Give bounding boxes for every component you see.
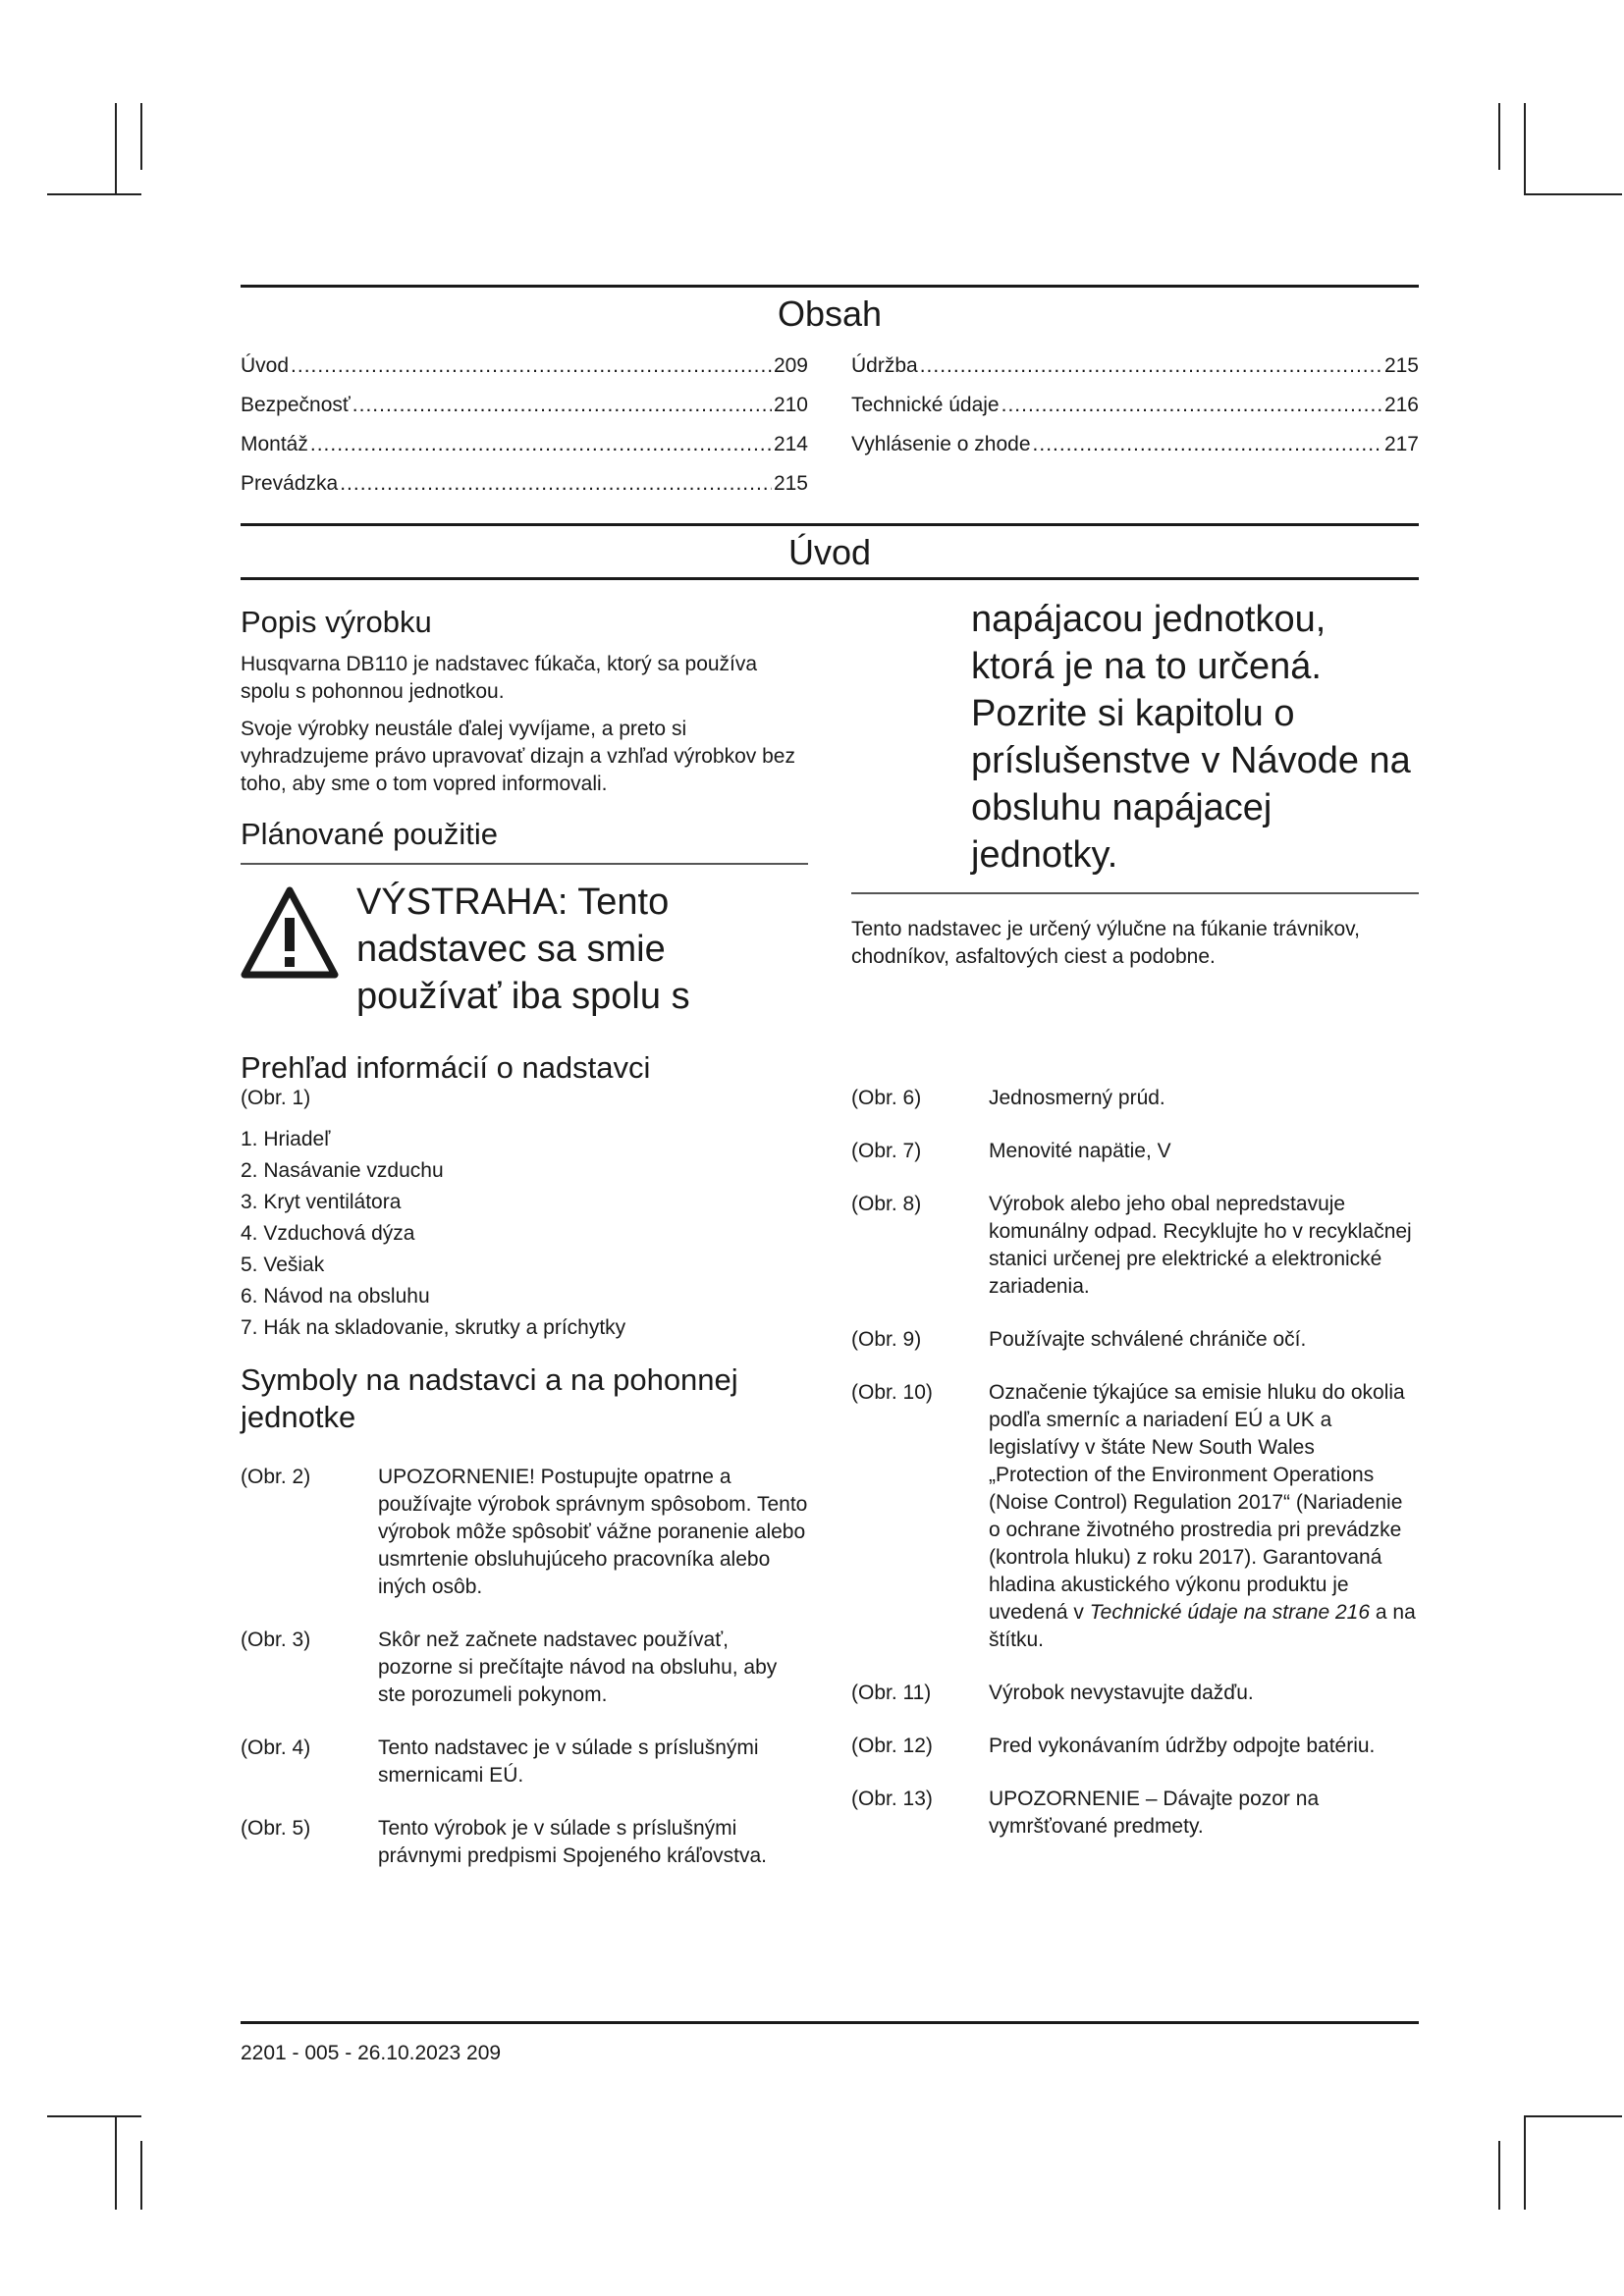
symbol-ref: (Obr. 5) [241,1817,311,1840]
symbol-text: Pred vykonávaním údržby odpojte batériu. [989,1735,1376,1757]
toc-entry-page: 216 [1383,394,1419,416]
toc-entry-label: Bezpečnosť [241,394,351,416]
symbol-ref: (Obr. 2) [241,1466,311,1488]
symbol-entry [851,1680,1419,1707]
list-item: 5. Vešiak [241,1254,325,1276]
symbol-ref: (Obr. 6) [851,1087,922,1109]
crop-mark [1524,2115,1622,2117]
prehlad-figure-ref: (Obr. 1) [241,1087,311,1109]
crop-mark [1524,103,1526,195]
symbol-entry [851,1786,1419,1841]
symbol-entry [241,1627,808,1709]
divider [241,2021,1419,2024]
crop-mark [115,103,117,195]
toc-entry-page: 215 [773,472,808,495]
symbol-ref: (Obr. 3) [241,1629,311,1651]
crop-mark [1524,2115,1526,2210]
symbol-ref: (Obr. 13) [851,1788,933,1810]
right-column [851,594,1419,1896]
list-item: 3. Kryt ventilátora [241,1191,402,1213]
crop-mark [1498,2141,1500,2210]
symbol-ref: (Obr. 9) [851,1328,922,1351]
symbol-text: Tento nadstavec je v súlade s príslušnými smernicami EÚ. [378,1736,759,1787]
tech-data-link[interactable]: Technické údaje na strane 216 [1089,1601,1371,1624]
popis-heading: Popis výrobku [241,605,432,639]
symbol-text: Používajte schválené chrániče očí. [989,1328,1307,1351]
symbol-text: Jednosmerný prúd. [989,1087,1165,1109]
table-of-contents [241,339,1419,523]
prehlad-heading: Prehľad informácií o nadstavci [241,1050,651,1085]
symbol-text [989,1379,1419,1654]
popis-paragraph: Svoje výrobky neustále ďalej vyvíjame, a preto si vyhradzujeme právo upravovať dizajn a vzhľad výrobkov bez toho, aby sme o tom vopred informovali. [241,718,795,795]
symbol-entry [851,1379,1419,1654]
toc-entry-page: 217 [1383,433,1419,455]
symbol-ref: (Obr. 10) [851,1381,933,1404]
symbol-ref: (Obr. 7) [851,1140,922,1162]
noise-text-end: a na štítku. [989,1601,1416,1651]
symbol-ref: (Obr. 11) [851,1682,932,1704]
planovane-heading: Plánované použitie [241,817,498,851]
crop-mark [140,2141,142,2210]
symbol-text: UPOZORNENIE – Dávajte pozor na vymršťované predmety. [989,1788,1320,1838]
toc-entry[interactable] [241,386,808,425]
toc-entry-label: Prevádzka [241,472,339,495]
page-content [241,285,1419,1896]
two-column-body [241,594,1419,1896]
symbol-ref: (Obr. 8) [851,1193,922,1215]
symbol-ref: (Obr. 4) [241,1736,311,1759]
divider [241,863,808,865]
symboly-heading: Symboly na nadstavci a na pohonnej jednotke [241,1362,738,1434]
noise-text: Označenie týkajúce sa emisie hluku do okolia podľa smerníc a nariadení EÚ a UK a legislatívy v štáte New South Wales „Protection of the Environment Operations (Noise Control) Regulation 2017“ (Nariadenie o ochrane životného prostredia pri prevádzke (kontrola hluku) z roku 2017). Garantovaná hladina akustického výkonu produktu je uvedená v [989,1381,1405,1624]
footer-text: 2201 - 005 - 26.10.2023 209 [241,2042,502,2064]
symbol-entry [241,1464,808,1601]
symbol-text: UPOZORNENIE! Postupujte opatrne a používajte výrobok správnym spôsobom. Tento výrobok môže spôsobiť vážne poranenie alebo usmrtenie obsluhujúceho pracovníka alebo iných osôb. [378,1466,808,1598]
crop-mark [115,2115,117,2210]
symbol-text: Skôr než začnete nadstavec používať, pozorne si prečítajte návod na obsluhu, aby ste porozumeli pokynom. [378,1629,778,1706]
list-item: 1. Hriadeľ [241,1128,331,1150]
symbol-text: Výrobok alebo jeho obal nepredstavuje komunálny odpad. Recyklujte ho v recyklačnej stanici určenej pre elektrické a elektronické zariadenia. [989,1193,1412,1298]
toc-entry-label: Montáž [241,433,308,455]
crop-mark [47,193,141,195]
toc-entry-label: Úvod [241,354,290,377]
warning-triangle-icon [241,884,339,983]
popis-paragraph: Husqvarna DB110 je nadstavec fúkača, ktorý sa používa spolu s pohonnou jednotkou. [241,653,758,703]
symbol-ref: (Obr. 12) [851,1735,933,1757]
divider [241,577,1419,580]
toc-entry-page: 215 [1383,354,1419,377]
symbol-entry [851,1326,1419,1354]
toc-entry-page: 209 [773,354,808,377]
symbol-text: Tento výrobok je v súlade s príslušnými právnymi predpismi Spojeného kráľovstva. [378,1817,767,1867]
list-item: 6. Návod na obsluhu [241,1285,430,1308]
crop-mark [47,2115,141,2117]
symbol-entry [851,1085,1419,1112]
toc-title: Obsah [777,294,883,334]
list-item: 7. Hák na skladovanie, skrutky a príchytky [241,1316,626,1339]
warning-box [241,879,808,1020]
section-title: Úvod [787,532,872,572]
toc-entry-label: Technické údaje [851,394,1000,416]
crop-mark [1498,103,1500,170]
symbol-entry [851,1138,1419,1165]
toc-entry-label: Údržba [851,354,918,377]
parts-list [241,1124,808,1344]
page-footer [241,2021,1419,2065]
symbol-text: Výrobok nevystavujte dažďu. [989,1682,1254,1704]
list-item: 4. Vzduchová dýza [241,1222,415,1245]
crop-mark [140,103,142,170]
divider [851,892,1419,894]
toc-entry-label: Vyhlásenie o zhode [851,433,1031,455]
left-column [241,594,808,1896]
symbol-text: Menovité napätie, V [989,1140,1171,1162]
toc-entry[interactable] [241,347,808,386]
toc-entry-page: 214 [773,433,808,455]
warning-text-continued: napájacou jednotkou, ktorá je na to určená. Pozrite si kapitolu o príslušenstve v Návode na obsluhu napájacej jednotky. [971,599,1411,876]
warning-text: VÝSTRAHA: Tento nadstavec sa smie používať iba spolu s [356,881,690,1017]
symbol-entry [851,1733,1419,1760]
symbol-entry [241,1815,808,1870]
toc-entry[interactable] [851,386,1419,425]
list-item: 2. Nasávanie vzduchu [241,1159,444,1182]
use-paragraph: Tento nadstavec je určený výlučne na fúkanie trávnikov, chodníkov, asfaltových ciest a podobne. [851,918,1360,968]
toc-entry[interactable] [241,464,808,504]
symbol-entry [851,1191,1419,1301]
toc-entry-page: 210 [773,394,808,416]
toc-entry[interactable] [241,425,808,464]
toc-entry[interactable] [851,425,1419,464]
toc-left-column [241,347,808,504]
toc-entry[interactable] [851,347,1419,386]
toc-right-column [851,347,1419,504]
crop-mark [1524,193,1622,195]
symbol-entry [241,1735,808,1789]
